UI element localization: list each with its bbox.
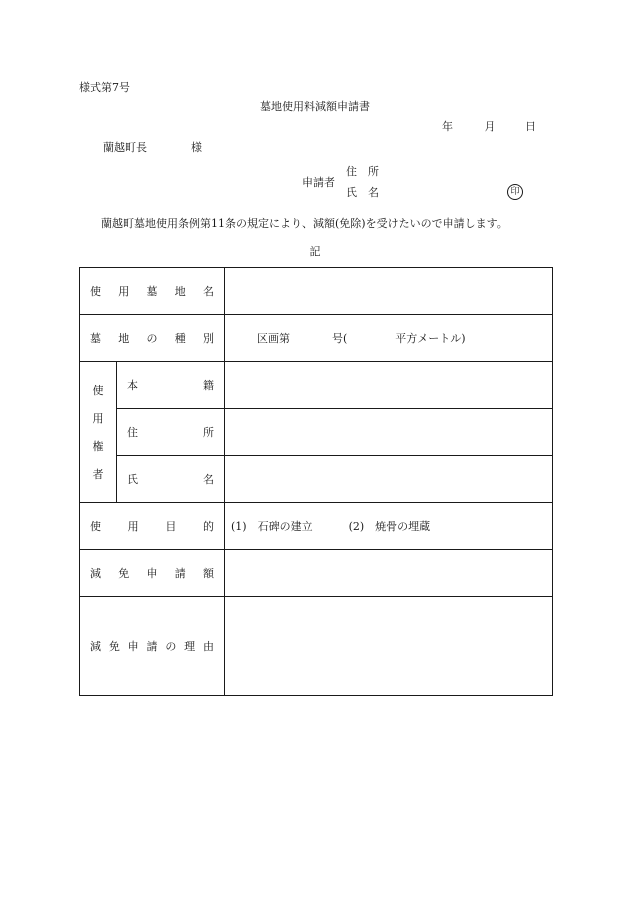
applicant-address-label: 住 所 bbox=[346, 165, 379, 178]
char: 用 bbox=[92, 412, 104, 425]
char: 請 bbox=[146, 640, 158, 653]
cemetery-name-field[interactable] bbox=[225, 268, 553, 315]
cemetery-type-label bbox=[80, 315, 225, 362]
cemetery-type-field[interactable] bbox=[225, 315, 553, 362]
row-name bbox=[80, 456, 553, 503]
char: 墓 bbox=[146, 285, 158, 298]
row-reduction-amount bbox=[80, 550, 553, 597]
reduction-amount-field[interactable] bbox=[225, 550, 553, 597]
char: 減 bbox=[90, 640, 101, 653]
number-label: 号( bbox=[332, 332, 348, 345]
seal-mark: 印 bbox=[507, 184, 523, 200]
reduction-reason-field[interactable] bbox=[225, 597, 553, 696]
char: 的 bbox=[202, 520, 214, 533]
char: 免 bbox=[108, 640, 120, 653]
char: 額 bbox=[203, 567, 214, 580]
application-table bbox=[79, 267, 553, 696]
char: の bbox=[165, 640, 177, 653]
date-line bbox=[442, 121, 536, 132]
row-reduction-reason bbox=[80, 597, 553, 696]
applicant-label: 申請者 bbox=[302, 176, 335, 189]
address-label bbox=[117, 409, 225, 456]
date-year: 年 bbox=[442, 120, 453, 133]
char: 理 bbox=[184, 640, 196, 653]
char: 本 bbox=[127, 379, 138, 392]
char: 墓 bbox=[90, 332, 101, 345]
char: 請 bbox=[174, 567, 186, 580]
char: 用 bbox=[127, 520, 139, 533]
char: 氏 bbox=[127, 473, 138, 486]
char: 者 bbox=[92, 468, 104, 481]
name-field[interactable] bbox=[225, 456, 553, 503]
char: 地 bbox=[118, 332, 130, 345]
char: 使 bbox=[92, 384, 104, 397]
purpose-label bbox=[80, 503, 225, 550]
char: 申 bbox=[146, 567, 158, 580]
name-label bbox=[117, 456, 225, 503]
purpose-option-monument[interactable]: (1) 石碑の建立 bbox=[231, 520, 313, 533]
char: 権 bbox=[92, 440, 104, 453]
application-statement: 蘭越町墓地使用条例第11条の規定により、減額(免除)を受けたいので申請します。 bbox=[101, 217, 508, 230]
char: 申 bbox=[127, 640, 139, 653]
char: 由 bbox=[202, 640, 214, 653]
char: 免 bbox=[118, 567, 130, 580]
address-field[interactable] bbox=[225, 409, 553, 456]
row-cemetery-name bbox=[80, 268, 553, 315]
char: 種 bbox=[174, 332, 186, 345]
cemetery-name-label bbox=[80, 268, 225, 315]
form-number: 様式第7号 bbox=[79, 81, 130, 94]
char: 地 bbox=[174, 285, 186, 298]
char: 使 bbox=[90, 520, 101, 533]
purpose-field[interactable] bbox=[225, 503, 553, 550]
ki-heading: 記 bbox=[309, 245, 321, 258]
row-cemetery-type bbox=[80, 315, 553, 362]
row-purpose bbox=[80, 503, 553, 550]
char: 住 bbox=[127, 426, 138, 439]
reduction-reason-label bbox=[80, 597, 225, 696]
row-domicile bbox=[80, 362, 553, 409]
char: 名 bbox=[203, 473, 214, 486]
char: 所 bbox=[203, 426, 214, 439]
char: 名 bbox=[203, 285, 214, 298]
date-day: 日 bbox=[525, 120, 536, 133]
domicile-label bbox=[117, 362, 225, 409]
date-month: 月 bbox=[484, 120, 496, 133]
reduction-amount-label bbox=[80, 550, 225, 597]
char: 使 bbox=[90, 285, 101, 298]
char: 用 bbox=[118, 285, 130, 298]
char: の bbox=[146, 332, 158, 345]
area-unit-label: 平方メートル) bbox=[395, 332, 466, 345]
char: 別 bbox=[203, 332, 214, 345]
page-title: 墓地使用料減額申請書 bbox=[260, 100, 370, 113]
addressee-honorific: 様 bbox=[191, 141, 202, 154]
char: 減 bbox=[90, 567, 101, 580]
addressee bbox=[103, 142, 202, 153]
addressee-name: 蘭越町長 bbox=[103, 141, 147, 154]
domicile-field[interactable] bbox=[225, 362, 553, 409]
section-label: 区画第 bbox=[257, 332, 290, 345]
char: 籍 bbox=[203, 379, 214, 392]
user-rights-holder-label bbox=[80, 362, 117, 503]
applicant-name-label: 氏 名 bbox=[346, 186, 379, 199]
char: 目 bbox=[165, 520, 177, 533]
row-address bbox=[80, 409, 553, 456]
purpose-option-burial[interactable]: (2) 焼骨の埋蔵 bbox=[348, 520, 431, 533]
